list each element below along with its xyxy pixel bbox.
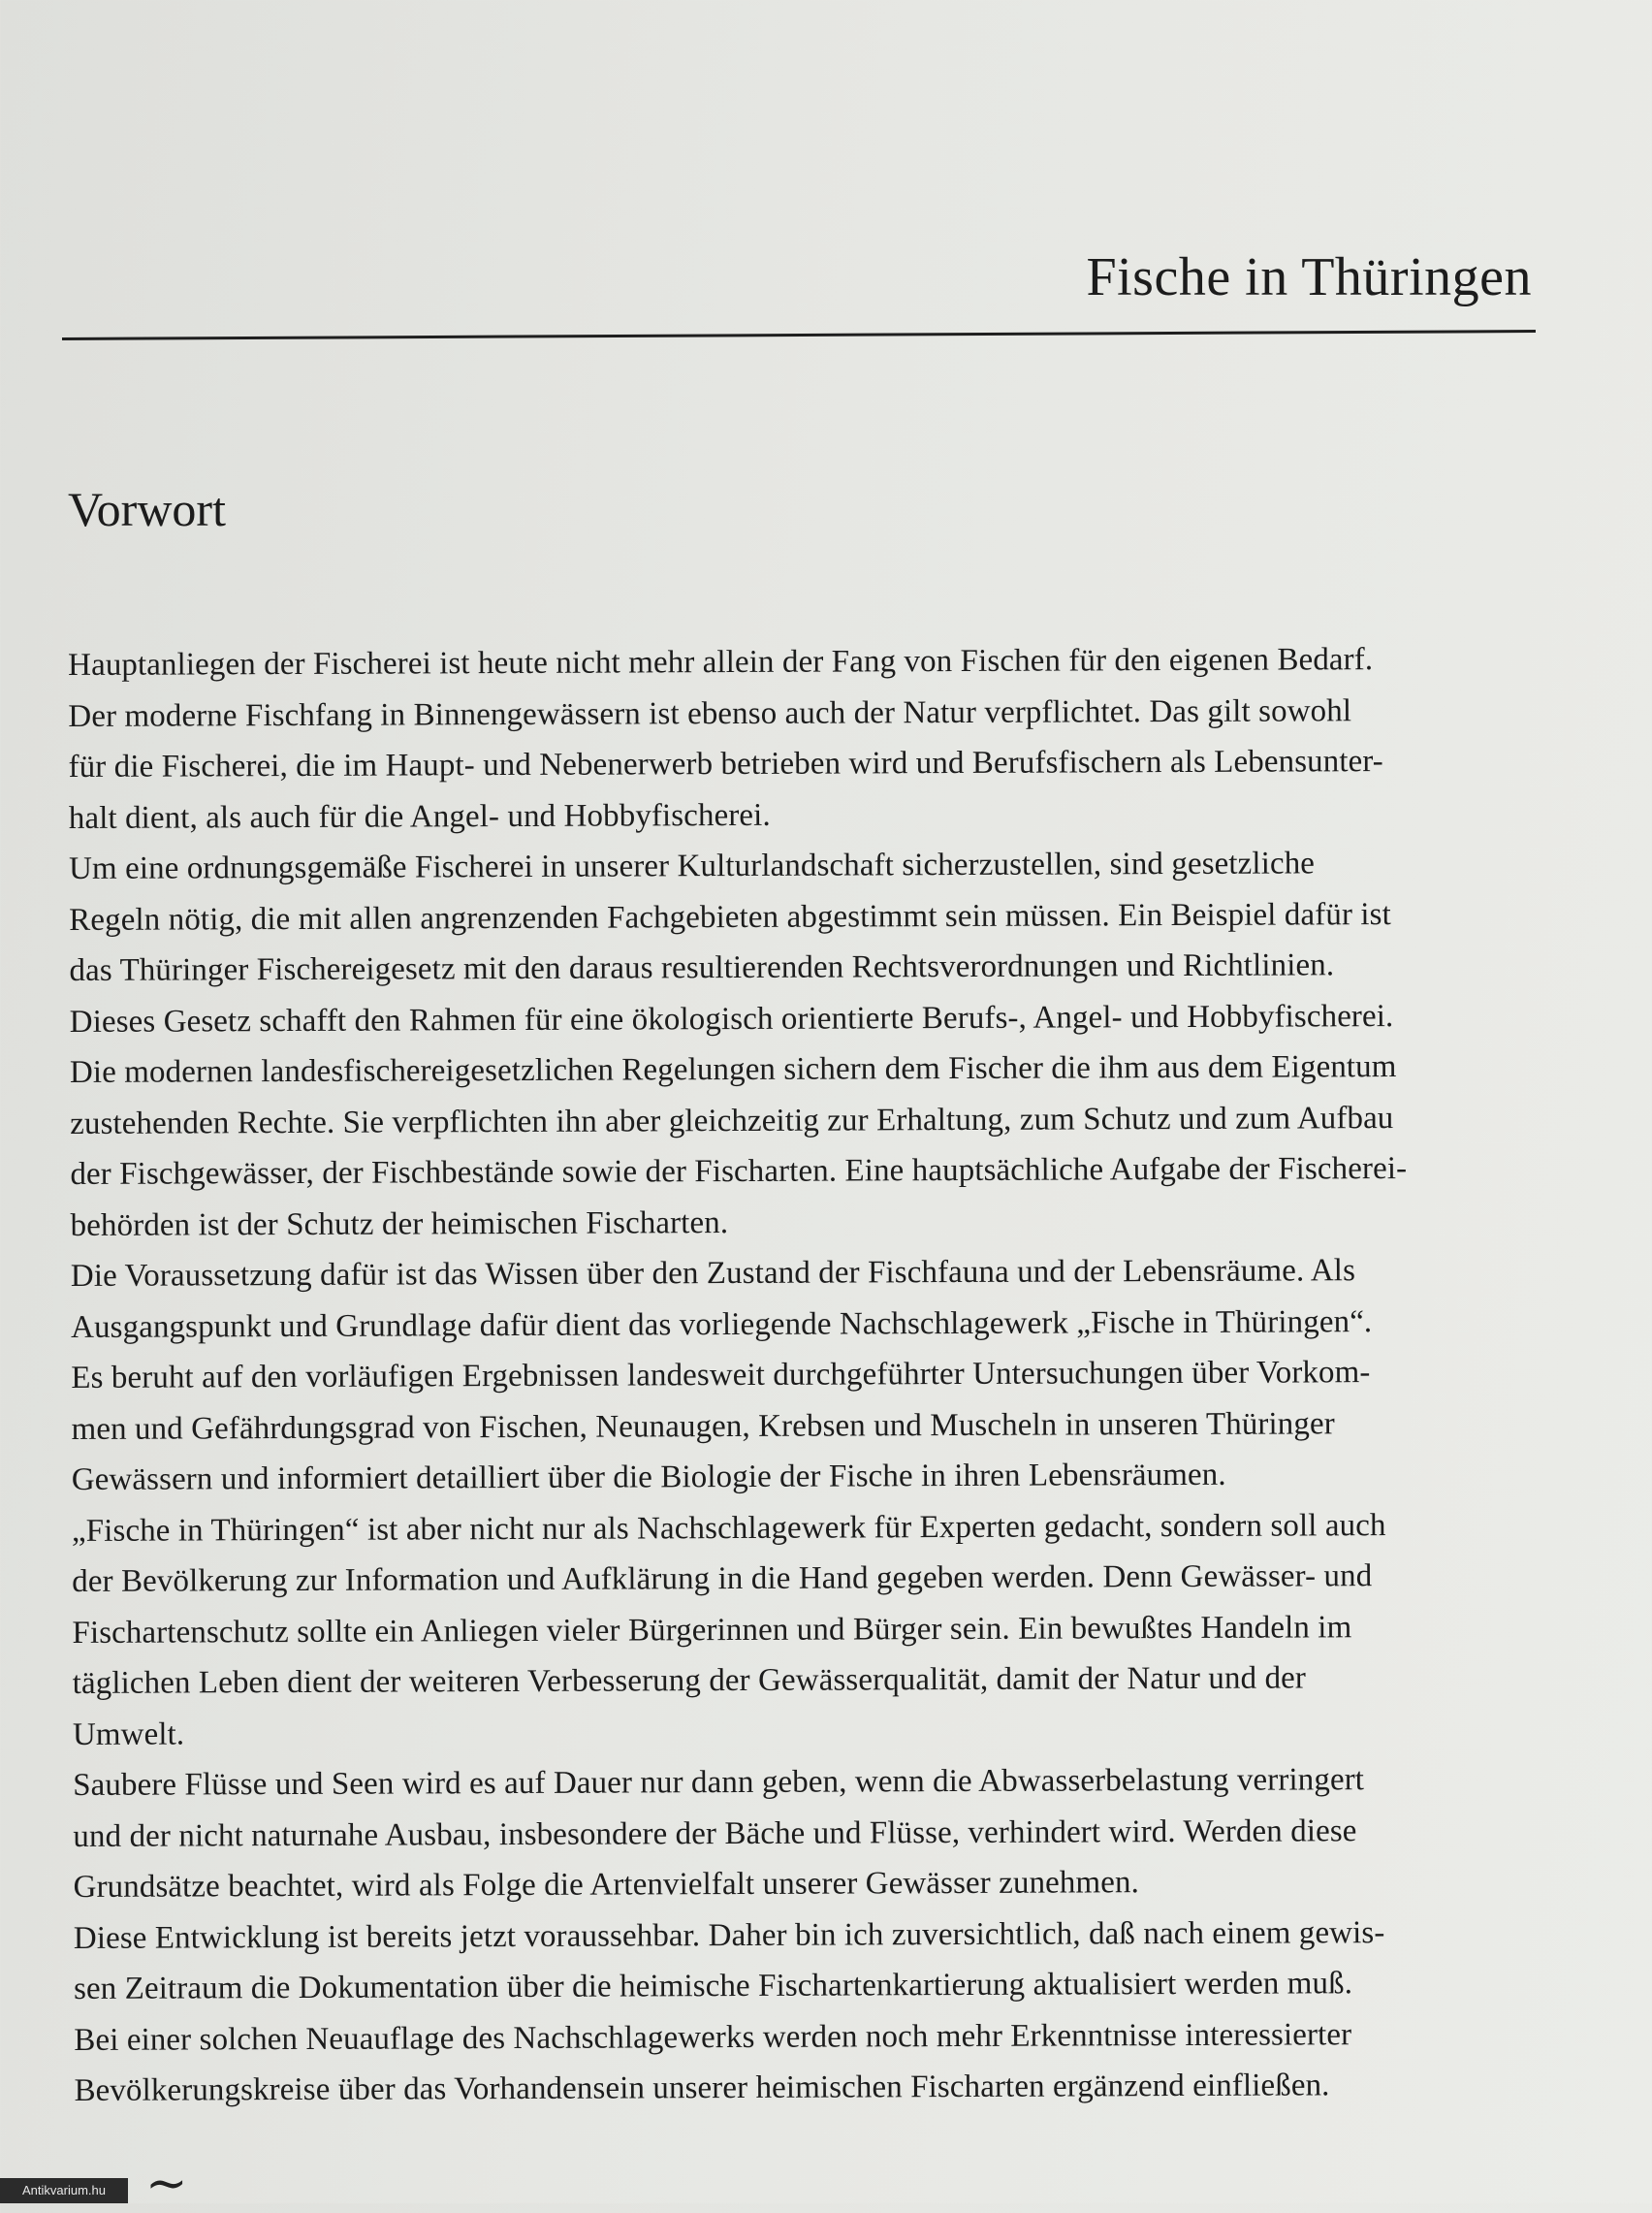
- text-line: zustehenden Rechte. Sie verpflichten ihn aber gleichzeitig zur Erhaltung, zum Schutz und zum Aufbau: [70, 1100, 1394, 1141]
- text-line: men und Gefährdungsgrad von Fischen, Neunaugen, Krebsen und Muscheln in unseren Thüringer: [71, 1405, 1335, 1447]
- running-header-title: Fische in Thüringen: [1086, 247, 1532, 307]
- text-line: das Thüringer Fischereigesetz mit den daraus resultierenden Rechtsverordnungen und Richtlinien.: [69, 947, 1335, 988]
- text-line: Umwelt.: [72, 1716, 185, 1752]
- text-line: halt dient, als auch für die Angel- und Hobbyfischerei.: [68, 797, 771, 836]
- body-text: [68, 633, 1548, 2116]
- text-line: Die Voraussetzung dafür ist das Wissen über den Zustand der Fischfauna und der Lebensräume. Als: [70, 1253, 1356, 1294]
- signature-fragment: ~: [145, 2155, 188, 2213]
- text-line: Bevölkerungskreise über das Vorhandensein unserer heimischen Fischarten ergänzend einfließen.: [74, 2068, 1330, 2108]
- text-line: Saubere Flüsse und Seen wird es auf Dauer nur dann geben, wenn die Abwasserbelastung verringert: [73, 1762, 1365, 1803]
- header-rule: [62, 330, 1536, 340]
- text-line: Die modernen landesfischereigesetzlichen Regelungen sichern dem Fischer die ihm aus dem Eigentum: [69, 1049, 1397, 1090]
- text-line: und der nicht naturnahe Ausbau, insbesondere der Bäche und Flüsse, verhindert wird. Werden diese: [73, 1812, 1357, 1854]
- text-line: Dieses Gesetz schafft den Rahmen für eine ökologisch orientierte Berufs-, Angel- und Hobbyfischerei.: [69, 998, 1394, 1040]
- text-line: Der moderne Fischfang in Binnengewässern ist ebenso auch der Natur verpflichtet. Das gilt sowohl: [68, 692, 1352, 734]
- text-line: Gewässern und informiert detailliert über die Biologie der Fische in ihren Lebensräumen.: [71, 1457, 1226, 1497]
- text-line: der Bevölkerung zur Information und Aufklärung in die Hand gegeben werden. Denn Gewässer- und: [72, 1558, 1373, 1599]
- text-line: täglichen Leben dient der weiteren Verbesserung der Gewässerqualität, damit der Natur und der: [72, 1660, 1307, 1701]
- text-line: sen Zeitraum die Dokumentation über die heimische Fischartenkartierung aktualisiert werden muß.: [73, 1966, 1353, 2006]
- text-line: der Fischgewässer, der Fischbestände sowie der Fischarten. Eine hauptsächliche Aufgabe der Fischerei-: [70, 1150, 1408, 1192]
- text-line: Diese Entwicklung ist bereits jetzt voraussehbar. Daher bin ich zuversichtlich, daß nach einem gewis-: [73, 1914, 1385, 1956]
- text-line: Ausgangspunkt und Grundlage dafür dient das vorliegende Nachschlagewerk „Fische in Thüringen“.: [71, 1303, 1373, 1345]
- text-line: Hauptanliegen der Fischerei ist heute nicht mehr allein der Fang von Fischen für den eigenen Bedarf.: [68, 642, 1374, 683]
- text-line: Es beruht auf den vorläufigen Ergebnissen landesweit durchgeführter Untersuchungen über Vorkom-: [71, 1355, 1371, 1395]
- text-line: „Fische in Thüringen“ ist aber nicht nur als Nachschlagewerk für Experten gedacht, sondern soll auch: [71, 1507, 1386, 1549]
- text-line: für die Fischerei, die im Haupt- und Nebenerwerb betrieben wird und Berufsfischern als Lebensunter-: [68, 744, 1383, 785]
- text-line: Bei einer solchen Neuauflage des Nachschlagewerks werden noch mehr Erkenntnisse interessierter: [74, 2016, 1352, 2058]
- watermark: Antikvarium.hu: [0, 2178, 128, 2203]
- text-line: Regeln nötig, die mit allen angrenzenden Fachgebieten abgestimmt sein müssen. Ein Beispiel dafür ist: [69, 896, 1391, 938]
- text-line: behörden ist der Schutz der heimischen Fischarten.: [70, 1204, 729, 1243]
- section-title: Vorwort: [68, 482, 226, 536]
- text-line: Grundsätze beachtet, wird als Folge die Artenvielfalt unserer Gewässer zunehmen.: [73, 1865, 1140, 1905]
- text-line: Fischartenschutz sollte ein Anliegen vieler Bürgerinnen und Bürger sein. Ein bewußtes Handeln im: [72, 1609, 1352, 1651]
- text-line: Um eine ordnungsgemäße Fischerei in unserer Kulturlandschaft sicherzustellen, sind gesetzliche: [68, 846, 1316, 886]
